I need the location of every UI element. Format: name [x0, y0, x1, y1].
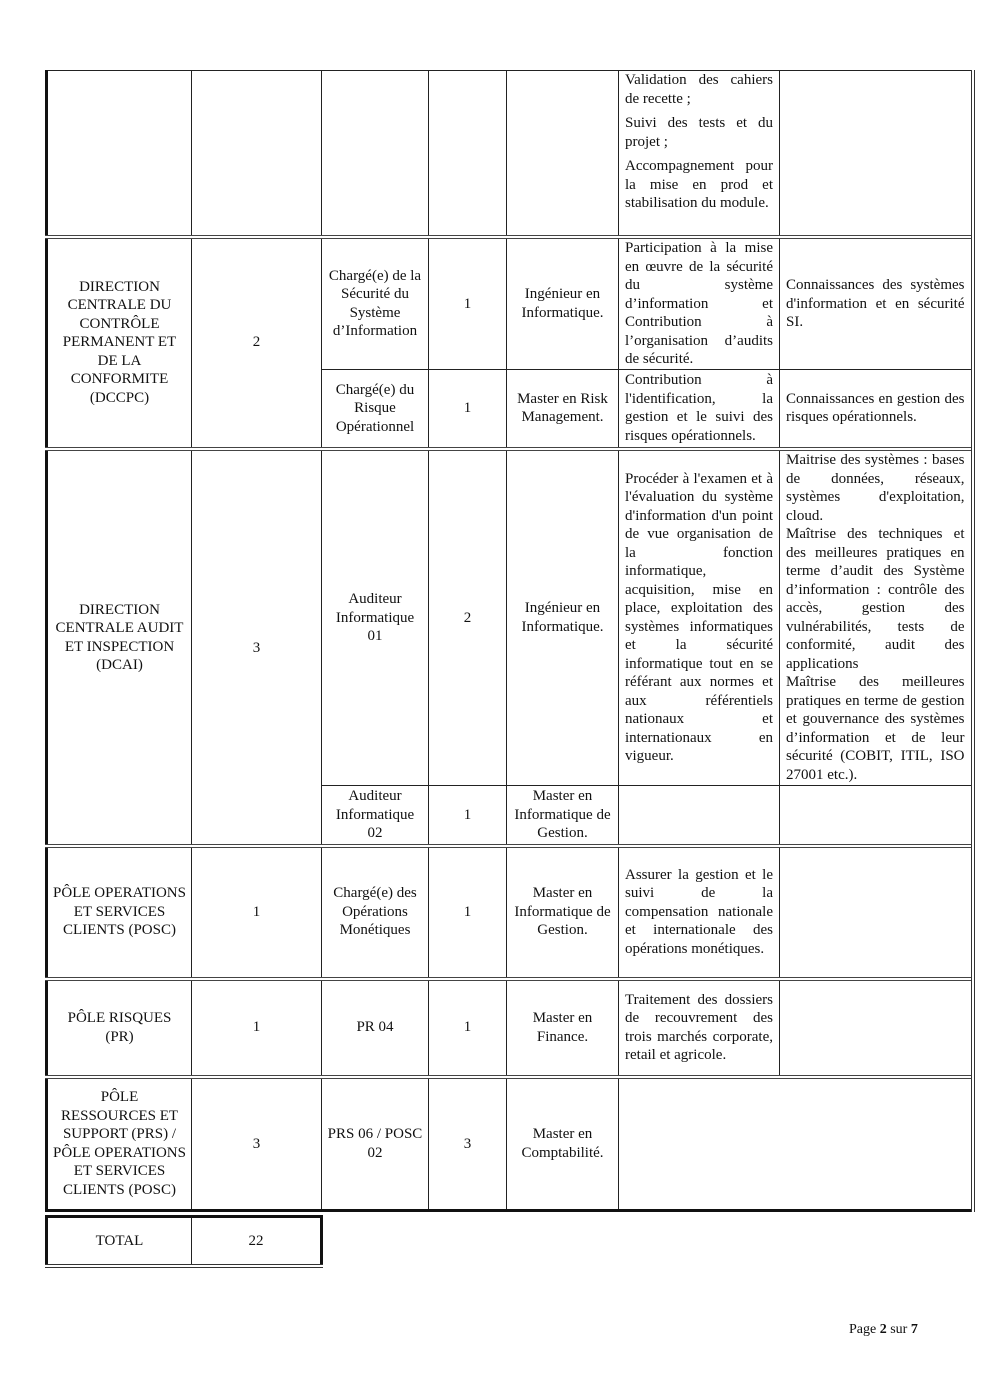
structure-cell	[47, 71, 192, 237]
structure-cell: DIRECTION CENTRALE AUDIT ET INSPECTION (DCAI)	[47, 449, 192, 846]
table-row	[47, 1077, 973, 1211]
structure-cell: PÔLE OPERATIONS ET SERVICES CLIENTS (POSC)	[47, 846, 192, 979]
profil-cell: Master en Risk Management.	[507, 370, 619, 449]
table-row	[47, 449, 973, 786]
poste-cell: PRS 06 / POSC 02	[322, 1077, 429, 1211]
missions-cell: Assurer la gestion et le suivi de la compensation nationale et internationale des opérations monétiques.	[619, 846, 780, 979]
nombre-cell: 2	[429, 449, 507, 786]
profil-cell: Master en Comptabilité.	[507, 1077, 619, 1211]
nombre-cell: 1	[429, 370, 507, 449]
mission-item: Accompagnement pour la mise en prod et stabilisation du module.	[625, 158, 773, 211]
total-cell: 3	[192, 1077, 322, 1211]
page-word: Page	[849, 1322, 877, 1337]
nombre-cell	[429, 71, 507, 237]
competences-cell	[780, 979, 973, 1077]
total-cell: 2	[192, 237, 322, 449]
total-table	[45, 1215, 323, 1268]
missions-cell: Procéder à l'examen et à l'évaluation du système d'information d'un point de vue organisation de la fonction informatique, acquisition, mise en place, exploitation des systèmes informatiques et la sécurité informatique tout en se référant aux normes et aux référentiels nationaux et internationaux en vigueur.	[619, 449, 780, 786]
structure-cell: PÔLE RISQUES (PR)	[47, 979, 192, 1077]
mission-item: Suivi des tests et du projet ;	[625, 115, 773, 150]
competence-item: Maîtrise des meilleures pratiques en terme de gestion et gouvernance des systèmes d’information et de leur sécurité (COBIT, ITIL, ISO 27001 etc.).	[786, 674, 965, 783]
of-word: sur	[890, 1322, 908, 1337]
nombre-cell: 1	[429, 846, 507, 979]
poste-cell: Chargé(e) du Risque Opérationnel	[322, 370, 429, 449]
nombre-cell: 1	[429, 786, 507, 846]
competences-cell	[780, 786, 973, 846]
competences-cell	[780, 449, 973, 786]
profil-cell: Master en Finance.	[507, 979, 619, 1077]
poste-cell	[322, 71, 429, 237]
poste-cell: Auditeur Informatique 02	[322, 786, 429, 846]
total-cell: 3	[192, 449, 322, 846]
competences-cell	[780, 846, 973, 979]
nombre-cell: 1	[429, 979, 507, 1077]
current-page: 2	[879, 1322, 887, 1337]
profil-cell: Master en Informatique de Gestion.	[507, 846, 619, 979]
missions-cell: Participation à la mise en œuvre de la sécurité du système d’information et Contribution à l’organisation d’audits de sécurité.	[619, 237, 780, 370]
profil-cell: Ingénieur en Informatique.	[507, 237, 619, 370]
total-value: 22	[192, 1217, 322, 1267]
recruitment-table	[45, 70, 975, 1212]
table-row	[47, 237, 973, 370]
table-row	[47, 979, 973, 1077]
nombre-cell: 3	[429, 1077, 507, 1211]
total-cell: 1	[192, 979, 322, 1077]
competences-cell: Connaissances en gestion des risques opérationnels.	[780, 370, 973, 449]
competences-cell	[780, 71, 973, 237]
competences-cell: Connaissances des systèmes d'information et en sécurité SI.	[780, 237, 973, 370]
total-label: TOTAL	[47, 1217, 192, 1267]
structure-cell: PÔLE RESSOURCES ET SUPPORT (PRS) / PÔLE OPERATIONS ET SERVICES CLIENTS (POSC)	[47, 1077, 192, 1211]
missions-cell	[619, 71, 780, 237]
profil-cell: Ingénieur en Informatique.	[507, 449, 619, 786]
page-number	[849, 1321, 918, 1340]
missions-cell	[619, 786, 780, 846]
mission-item: Validation des cahiers de recette ;	[625, 72, 773, 107]
poste-cell: Chargé(e) des Opérations Monétiques	[322, 846, 429, 979]
missions-cell	[619, 1077, 973, 1211]
poste-cell: PR 04	[322, 979, 429, 1077]
missions-cell: Traitement des dossiers de recouvrement des trois marchés corporate, retail et agricole.	[619, 979, 780, 1077]
table-row-continuation	[47, 71, 973, 237]
competence-item: Maitrise des systèmes : bases de données, réseaux, systèmes d'exploitation, cloud.	[786, 452, 965, 524]
nombre-cell: 1	[429, 237, 507, 370]
missions-cell: Contribution à l'identification, la gestion et le suivi des risques opérationnels.	[619, 370, 780, 449]
profil-cell: Master en Informatique de Gestion.	[507, 786, 619, 846]
table-row	[47, 846, 973, 979]
competence-item: Maîtrise des techniques et des meilleures pratiques en terme d’audit des Système d’information : contrôle des accès, gestion des vulnérabilités, tests de conformité, audit des applications	[786, 526, 965, 672]
total-cell	[192, 71, 322, 237]
total-pages: 7	[910, 1322, 918, 1337]
total-row	[47, 1217, 322, 1267]
profil-cell	[507, 71, 619, 237]
structure-cell: DIRECTION CENTRALE DU CONTRÔLE PERMANENT ET DE LA CONFORMITE (DCCPC)	[47, 237, 192, 449]
poste-cell: Chargé(e) de la Sécurité du Système d’Information	[322, 237, 429, 370]
total-cell: 1	[192, 846, 322, 979]
poste-cell: Auditeur Informatique 01	[322, 449, 429, 786]
